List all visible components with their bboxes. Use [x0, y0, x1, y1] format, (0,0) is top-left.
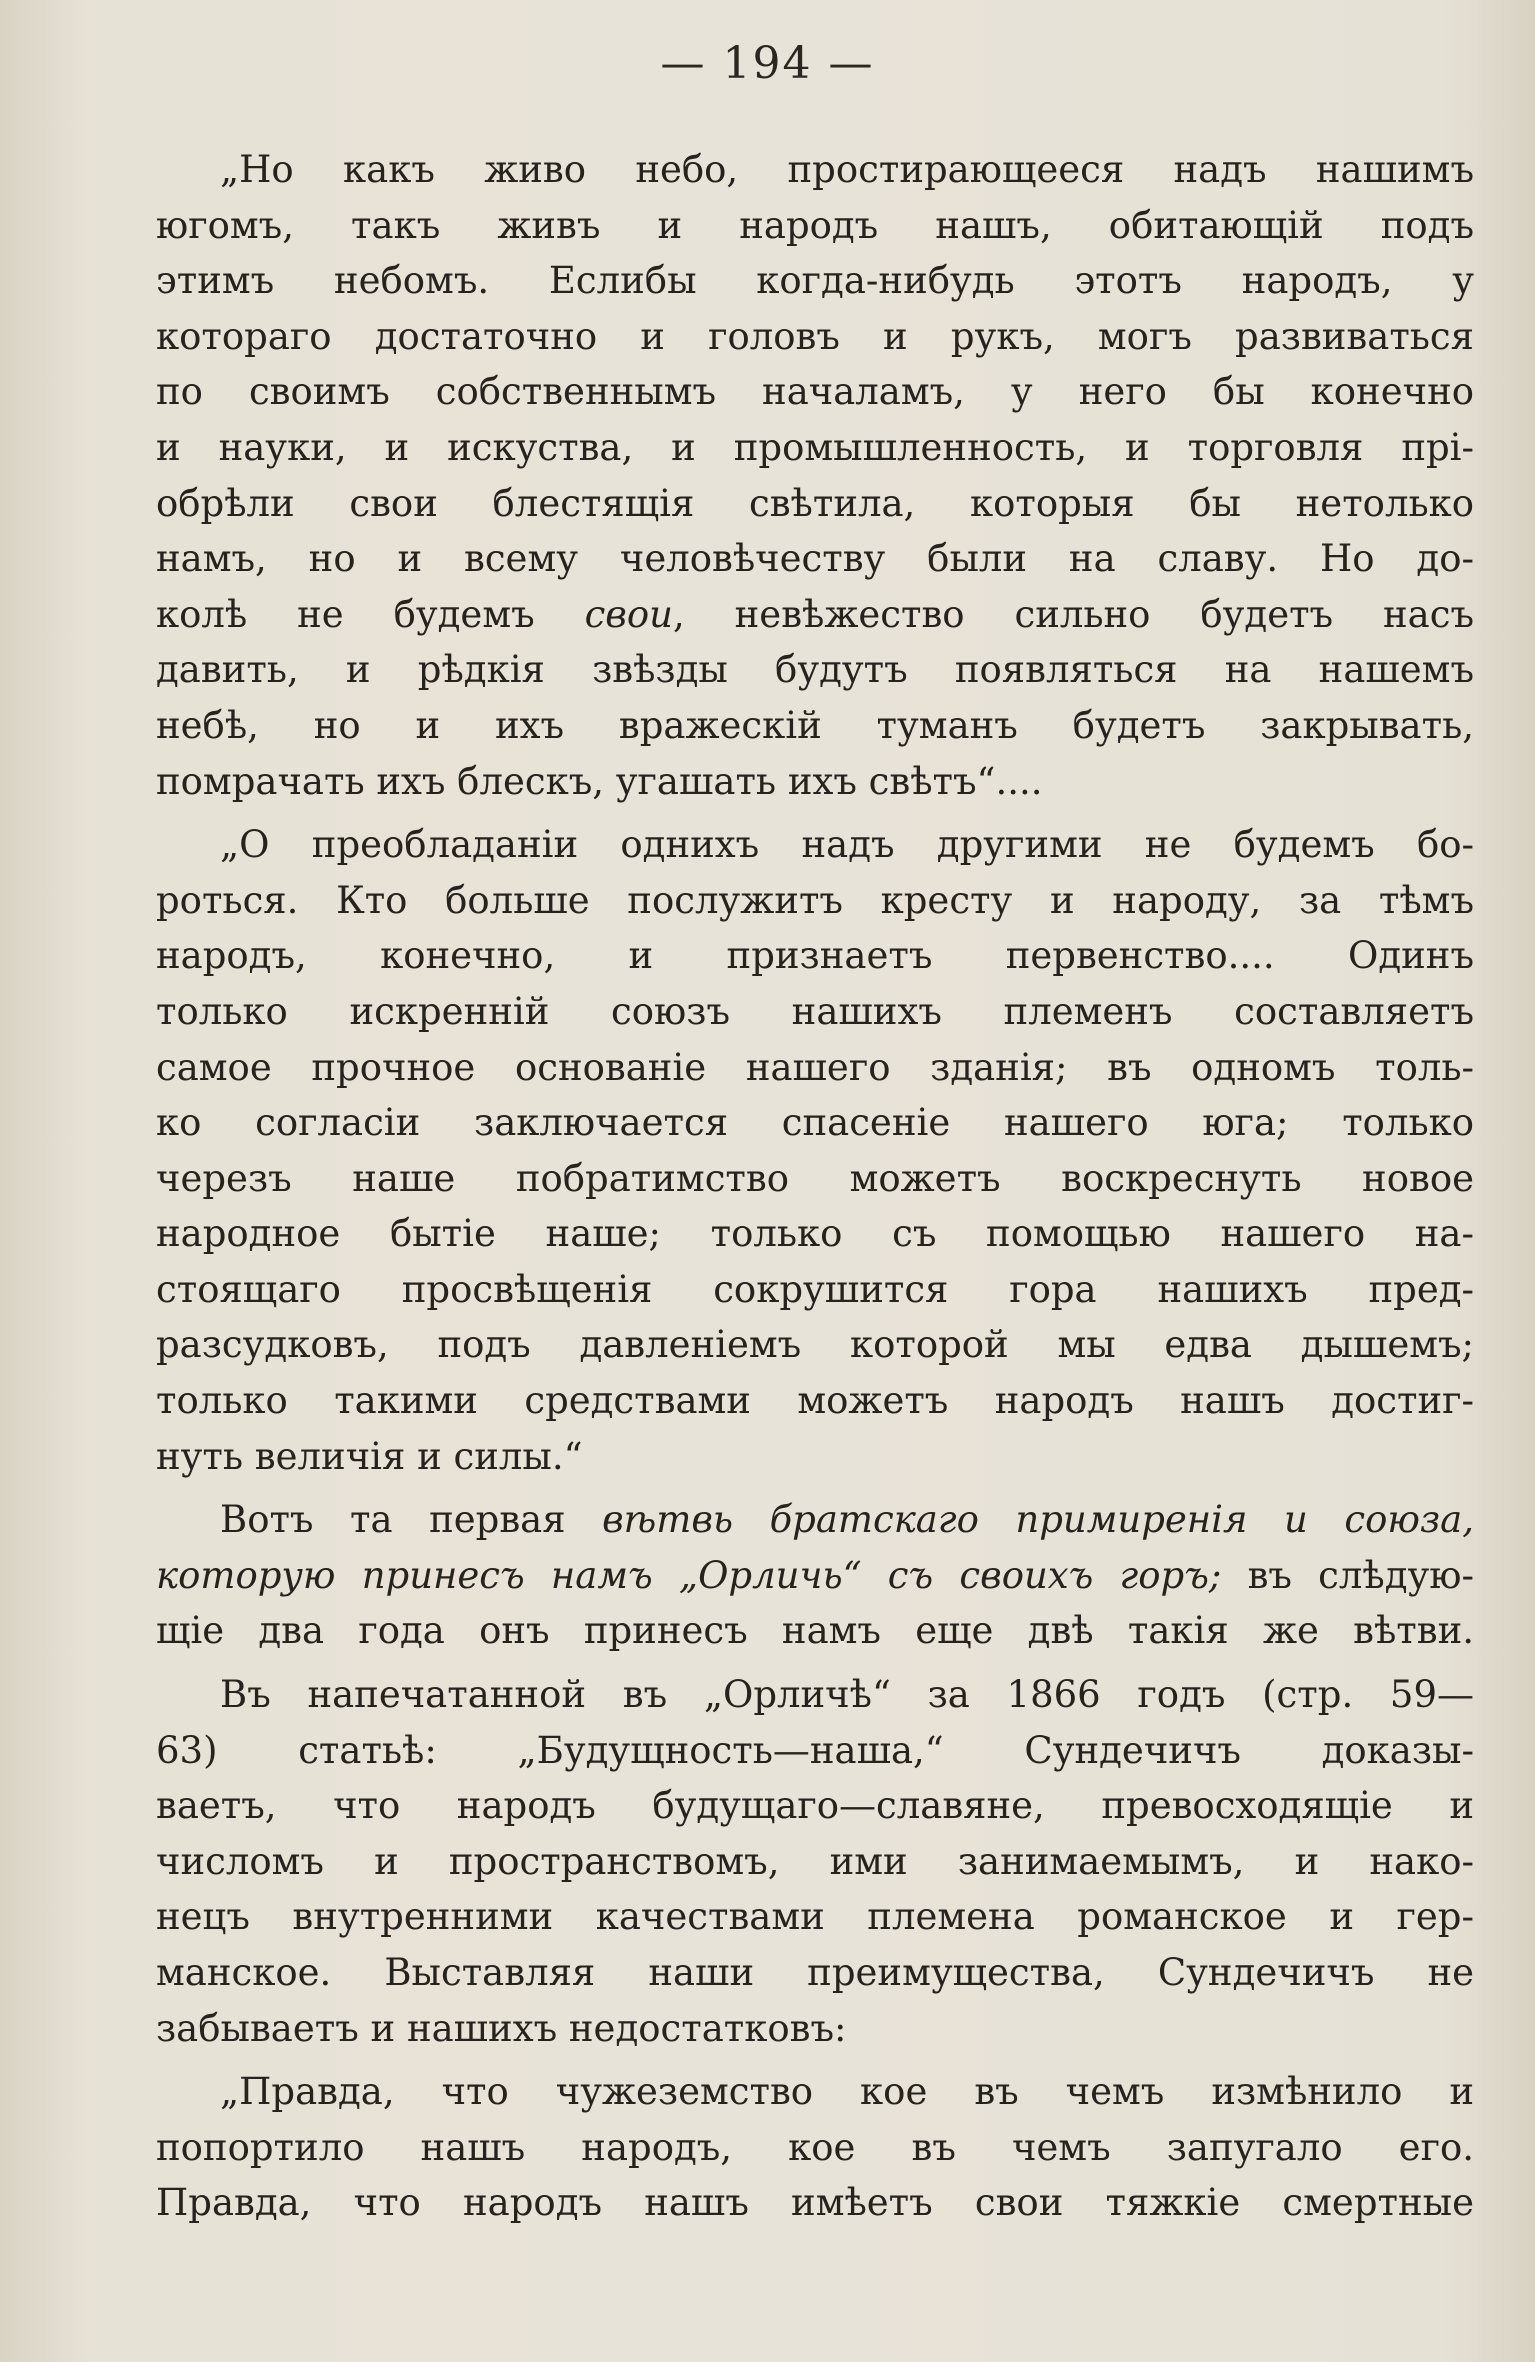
text-line: нецъ внутренними качествами племена романское и гер-	[156, 1895, 1474, 1939]
text-line	[156, 1492, 1474, 1548]
italic-text: вѣтвь братскаго примиренія и союза,	[602, 1498, 1474, 1542]
text-line: этимъ небомъ. Еслибы когда-нибудь этотъ народъ, у	[156, 259, 1474, 303]
text-line: „Правда, что чужеземство кое въ чемъ измѣнило и	[220, 2070, 1474, 2114]
text-line	[156, 1548, 1474, 1604]
text-line: небѣ, но и ихъ вражескій туманъ будетъ закрывать,	[156, 703, 1474, 747]
text-line: стоящаго просвѣщенія сокрушится гора нашихъ пред-	[156, 1267, 1474, 1311]
text-line: помрачать ихъ блескъ, угашать ихъ свѣтъ“....	[156, 759, 1043, 803]
text-line: и науки, и искуства, и промышленность, и торговля прі-	[156, 425, 1474, 469]
text-line: обрѣли свои блестящія свѣтила, которыя бы нетолько	[156, 481, 1474, 525]
text-line: только искренній союзъ нашихъ племенъ составляетъ	[156, 989, 1474, 1033]
text-line: ко согласіи заключается спасеніе нашего юга; только	[156, 1101, 1474, 1145]
text-line: по своимъ собственнымъ началамъ, у него бы конечно	[156, 370, 1474, 414]
text-line: роться. Кто больше послужитъ кресту и народу, за тѣмъ	[156, 878, 1474, 922]
text-line: числомъ и пространствомъ, ими занимаемымъ, и нако-	[156, 1839, 1474, 1883]
text-line: югомъ, такъ живъ и народъ нашъ, обитающій подъ	[156, 203, 1474, 247]
text-line: самое прочное основаніе нашего зданія; въ одномъ толь-	[156, 1045, 1474, 1089]
italic-text: свои	[584, 592, 673, 636]
text-line: попортило нашъ народъ, кое въ чемъ запугало его.	[156, 2125, 1474, 2169]
text-segment: Вотъ та первая	[220, 1498, 603, 1542]
text-line: давить, и рѣдкія звѣзды будутъ появляться на нашемъ	[156, 648, 1474, 692]
text-segment: колѣ не будемъ	[156, 592, 585, 636]
text-line: „Но какъ живо небо, простирающееся надъ нашимъ	[220, 148, 1474, 191]
text-line: забываетъ и нашихъ недостатковъ:	[156, 2006, 847, 2050]
page-body-text	[156, 142, 1474, 2231]
text-line: ваетъ, что народъ будущаго—славяне, превосходящіе и	[156, 1784, 1474, 1828]
text-line: намъ, но и всему человѣчеству были на славу. Но до-	[156, 537, 1474, 581]
text-segment: , невѣжество сильно будетъ насъ	[672, 592, 1474, 636]
page-number: — 194 —	[660, 38, 875, 89]
text-line: Въ напечатанной въ „Орличѣ“ за 1866 годъ (стр. 59—	[220, 1673, 1474, 1717]
text-line: „О преобладаніи однихъ надъ другими не будемъ бо-	[220, 823, 1474, 867]
text-line: разсудковъ, подъ давленіемъ которой мы едва дышемъ;	[156, 1323, 1474, 1367]
text-line: черезъ наше побратимство можетъ воскреснуть новое	[156, 1156, 1474, 1200]
text-line: только такими средствами можетъ народъ нашъ достиг-	[156, 1379, 1474, 1423]
text-line	[156, 587, 1474, 643]
text-line: манское. Выставляя наши преимущества, Сундечичъ не	[156, 1951, 1474, 1994]
text-line: котораго достаточно и головъ и рукъ, могъ развиваться	[156, 314, 1474, 358]
text-line: нуть величія и силы.“	[156, 1434, 583, 1478]
text-line: народное бытіе наше; только съ помощью нашего на-	[156, 1212, 1474, 1256]
text-line: 63) статьѣ: „Будущность—наша,“ Сундечичъ доказы-	[156, 1728, 1474, 1772]
text-segment: въ слѣдую-	[1221, 1553, 1474, 1597]
text-line: щіе два года онъ принесъ намъ еще двѣ такія же вѣтви.	[156, 1609, 1474, 1653]
text-line: народъ, конечно, и признаетъ первенство.... Одинъ	[156, 934, 1474, 978]
italic-text: которую принесъ намъ „Орличь“ съ своихъ горъ;	[156, 1553, 1222, 1597]
text-line: Правда, что народъ нашъ имѣетъ свои тяжкіе смертные	[156, 2181, 1474, 2225]
